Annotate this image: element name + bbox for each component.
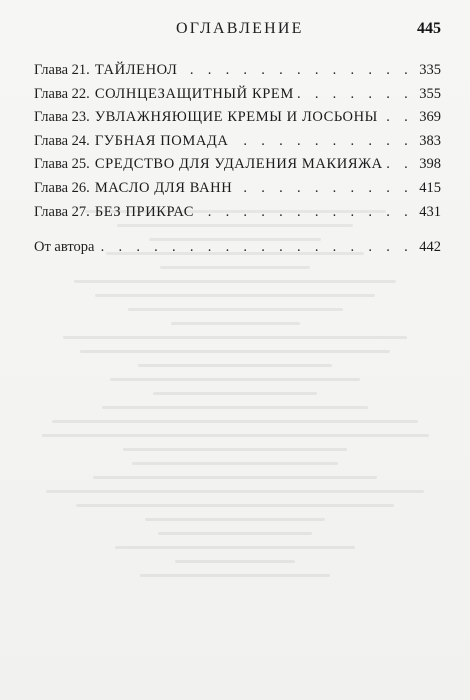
chapter-title: БЕЗ ПРИКРАС (94, 203, 194, 220)
chapter-title: ТАЙЛЕНОЛ (94, 62, 178, 78)
chapter-page-number: 383 (419, 132, 441, 149)
chapter-number: Глава 24. (34, 132, 90, 149)
dot-leader (298, 86, 413, 103)
afterword-title: От автора (34, 239, 95, 256)
toc-entry-afterword (34, 239, 441, 263)
toc-entry-chapter-25 (34, 156, 441, 180)
toc-entry-chapter-21 (34, 62, 441, 86)
chapter-page-number: 398 (419, 156, 441, 173)
toc-entry-chapter-22 (34, 86, 441, 110)
chapter-title: СРЕДСТВО ДЛЯ УДАЛЕНИЯ МАКИЯЖА (94, 156, 383, 173)
page-number: 445 (417, 20, 441, 37)
chapter-title: МАСЛО ДЛЯ ВАНН (94, 179, 233, 196)
dot-leader (382, 109, 413, 126)
chapter-number: Глава 27. (34, 203, 90, 220)
reverse-side-show-through (20, 210, 450, 670)
chapter-title: СОЛНЦЕЗАЩИТНЫЙ КРЕМ (94, 85, 294, 102)
chapter-page-number: 369 (419, 109, 441, 126)
chapter-number: Глава 23. (34, 109, 90, 126)
dot-leader (387, 156, 413, 173)
chapter-page-number: 431 (419, 203, 441, 220)
chapter-number: Глава 26. (34, 179, 90, 196)
toc-entry-chapter-23 (34, 109, 441, 133)
afterword-page-number: 442 (419, 239, 441, 256)
running-title: ОГЛАВЛЕНИЕ (176, 20, 304, 37)
chapter-page-number: 355 (419, 85, 441, 102)
chapter-number: Глава 25. (34, 156, 90, 173)
toc-entry-chapter-27 (34, 204, 441, 228)
toc-entry-chapter-24 (34, 133, 441, 157)
dot-leader (198, 204, 413, 221)
dot-leader (236, 180, 413, 197)
dot-leader (98, 239, 413, 256)
toc-entry-chapter-26 (34, 180, 441, 204)
dot-leader (181, 62, 413, 79)
chapter-page-number: 415 (419, 179, 441, 196)
page-header (0, 20, 470, 44)
chapter-number: Глава 22. (34, 85, 90, 102)
dot-leader (233, 133, 414, 150)
table-of-contents (34, 62, 441, 263)
chapter-title: ГУБНАЯ ПОМАДА (94, 132, 229, 149)
chapter-page-number: 335 (419, 62, 441, 78)
chapter-title: УВЛАЖНЯЮЩИЕ КРЕМЫ И ЛОСЬОНЫ (94, 109, 378, 126)
chapter-number: Глава 21. (34, 62, 90, 78)
